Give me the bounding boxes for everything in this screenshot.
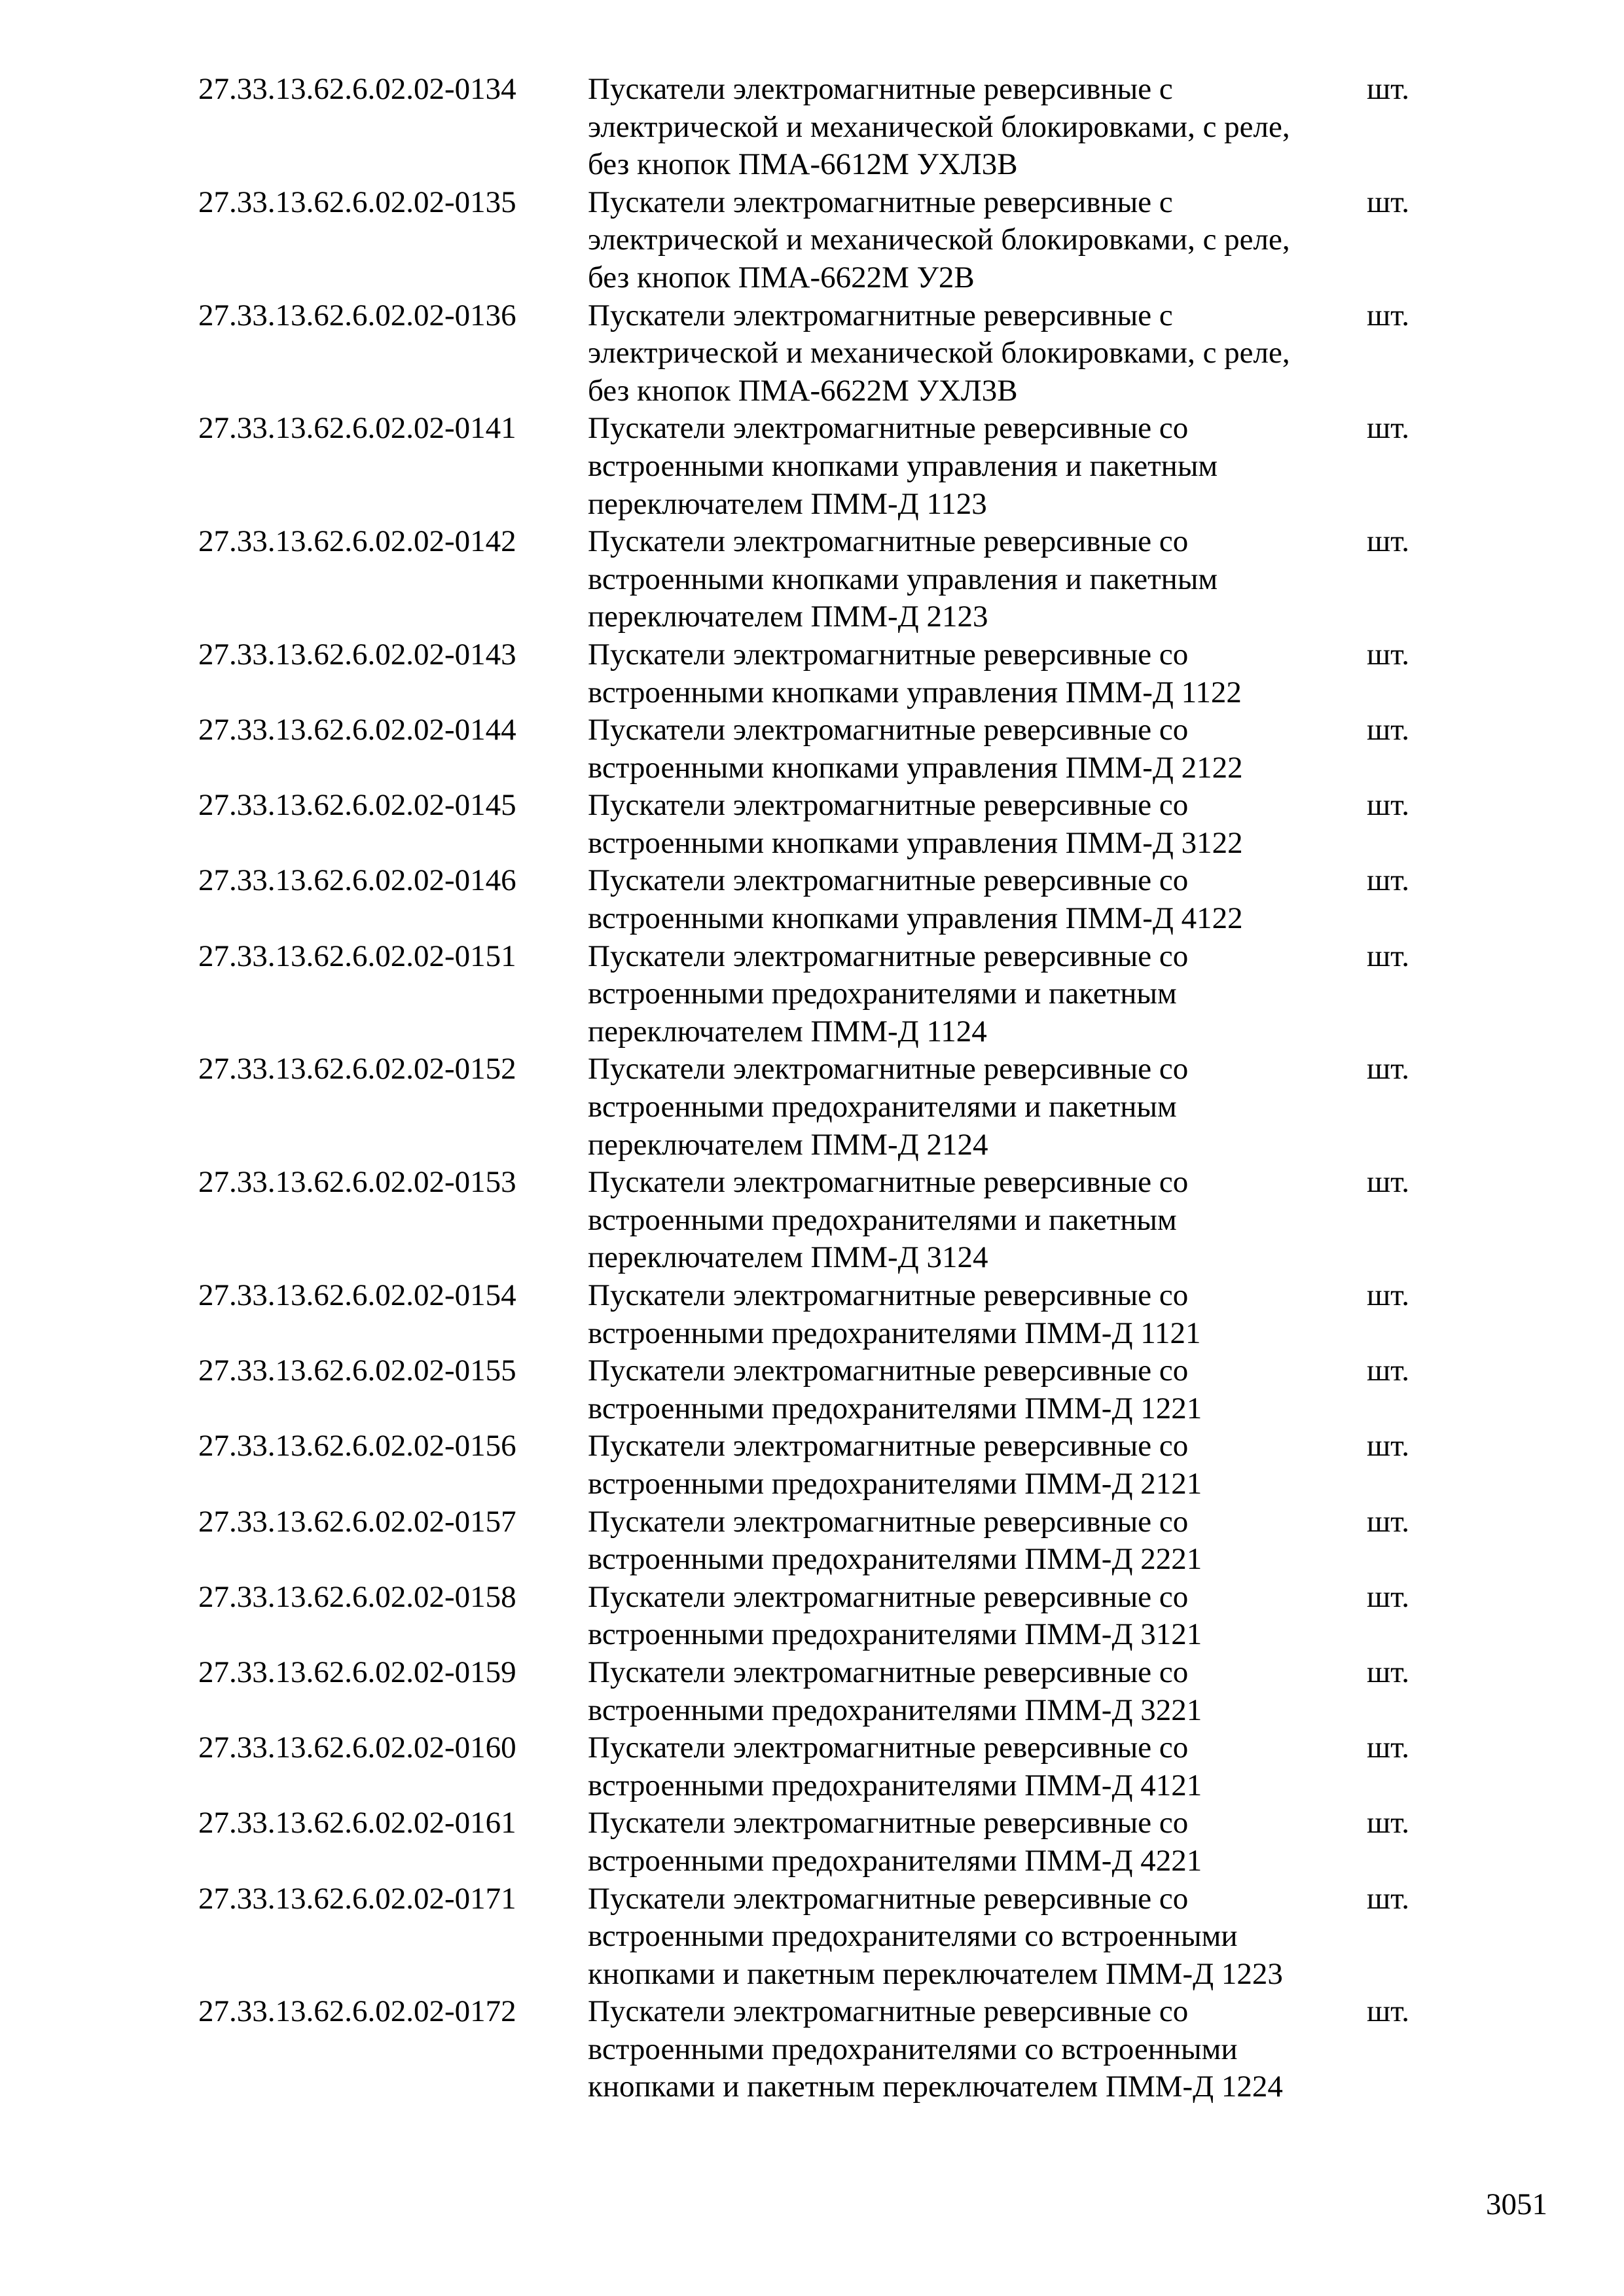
unit-of-measure: шт.: [1367, 72, 1409, 106]
resource-description: [588, 297, 1347, 410]
table-row: [0, 938, 1624, 1051]
resource-description: [588, 1880, 1347, 1994]
resource-code: 27.33.13.62.6.02.02-0151: [198, 939, 516, 973]
unit-of-measure: шт.: [1367, 1655, 1409, 1689]
table-row: [0, 1503, 1624, 1579]
description-line: Пускатели электромагнитные реверсивные с: [588, 72, 1173, 106]
description-line: Пускатели электромагнитные реверсивные со: [588, 939, 1189, 973]
description-line: переключателем ПММ-Д 1123: [588, 486, 987, 521]
resource-description: [588, 1804, 1347, 1880]
resource-code: 27.33.13.62.6.02.02-0171: [198, 1881, 516, 1916]
resource-description: [588, 1579, 1347, 1654]
table-row: [0, 523, 1624, 636]
unit-of-measure: шт.: [1367, 713, 1409, 747]
description-line: Пускатели электромагнитные реверсивные со: [588, 1579, 1189, 1614]
resource-code: 27.33.13.62.6.02.02-0157: [198, 1504, 516, 1539]
resource-code: 27.33.13.62.6.02.02-0136: [198, 298, 516, 332]
description-line: Пускатели электромагнитные реверсивные со: [588, 1881, 1189, 1916]
resource-code: 27.33.13.62.6.02.02-0160: [198, 1731, 516, 1765]
table-row: [0, 1993, 1624, 2106]
description-line: Пускатели электромагнитные реверсивные с: [588, 298, 1173, 332]
table-row: [0, 787, 1624, 862]
unit-of-measure: шт.: [1367, 863, 1409, 898]
description-line: Пускатели электромагнитные реверсивные с: [588, 185, 1173, 219]
resource-code: 27.33.13.62.6.02.02-0143: [198, 637, 516, 672]
description-line: встроенными предохранителями ПММ-Д 1221: [588, 1391, 1202, 1426]
description-line: Пускатели электромагнитные реверсивные со: [588, 1429, 1189, 1463]
table-row: [0, 297, 1624, 410]
resource-description: [588, 862, 1347, 937]
description-line: встроенными предохранителями ПММ-Д 2221: [588, 1542, 1202, 1577]
resource-description: [588, 1352, 1347, 1427]
description-line: без кнопок ПМА-6612М УХЛ3В: [588, 147, 1018, 182]
resource-code: 27.33.13.62.6.02.02-0161: [198, 1806, 516, 1840]
unit-of-measure: шт.: [1367, 637, 1409, 672]
unit-of-measure: шт.: [1367, 1429, 1409, 1463]
resource-description: [588, 71, 1347, 184]
description-line: Пускатели электромагнитные реверсивные со: [588, 788, 1189, 823]
unit-of-measure: шт.: [1367, 1806, 1409, 1840]
description-line: встроенными предохранителями и пакетным: [588, 1090, 1177, 1124]
description-line: Пускатели электромагнитные реверсивные со: [588, 1052, 1189, 1086]
description-line: встроенными кнопками управления ПММ-Д 4122: [588, 901, 1243, 936]
table-row: [0, 636, 1624, 711]
resource-description: [588, 1729, 1347, 1804]
description-line: встроенными кнопками управления ПММ-Д 2122: [588, 750, 1243, 785]
resource-code: 27.33.13.62.6.02.02-0154: [198, 1278, 516, 1312]
table-row: [0, 862, 1624, 937]
description-line: встроенными предохранителями и пакетным: [588, 977, 1177, 1011]
description-line: Пускатели электромагнитные реверсивные со: [588, 1354, 1189, 1388]
resource-description: [588, 1993, 1347, 2106]
resource-description: [588, 787, 1347, 862]
resource-table: [0, 71, 1624, 2106]
unit-of-measure: шт.: [1367, 1354, 1409, 1388]
resource-code: 27.33.13.62.6.02.02-0158: [198, 1579, 516, 1614]
unit-of-measure: шт.: [1367, 1881, 1409, 1916]
resource-description: [588, 938, 1347, 1051]
resource-code: 27.33.13.62.6.02.02-0153: [198, 1165, 516, 1200]
unit-of-measure: шт.: [1367, 1278, 1409, 1312]
resource-code: 27.33.13.62.6.02.02-0156: [198, 1429, 516, 1463]
description-line: встроенными кнопками управления ПММ-Д 1122: [588, 675, 1242, 709]
table-row: [0, 184, 1624, 297]
resource-code: 27.33.13.62.6.02.02-0159: [198, 1655, 516, 1689]
resource-description: [588, 1427, 1347, 1503]
description-line: встроенными предохранителями ПММ-Д 3121: [588, 1617, 1202, 1652]
description-line: встроенными предохранителями ПММ-Д 1121: [588, 1316, 1201, 1350]
resource-code: 27.33.13.62.6.02.02-0141: [198, 411, 516, 446]
description-line: переключателем ПММ-Д 2123: [588, 600, 988, 634]
description-line: встроенными кнопками управления ПММ-Д 3122: [588, 825, 1243, 860]
unit-of-measure: шт.: [1367, 1731, 1409, 1765]
resource-description: [588, 711, 1347, 787]
description-line: Пускатели электромагнитные реверсивные со: [588, 1731, 1189, 1765]
description-line: встроенными предохранителями со встроенными: [588, 2032, 1238, 2066]
resource-code: 27.33.13.62.6.02.02-0145: [198, 788, 516, 823]
resource-description: [588, 1654, 1347, 1729]
unit-of-measure: шт.: [1367, 1579, 1409, 1614]
resource-description: [588, 523, 1347, 636]
table-row: [0, 1880, 1624, 1994]
description-line: Пускатели электромагнитные реверсивные со: [588, 637, 1189, 672]
table-row: [0, 1729, 1624, 1804]
description-line: без кнопок ПМА-6622М У2В: [588, 260, 975, 295]
resource-description: [588, 1164, 1347, 1277]
description-line: Пускатели электромагнитные реверсивные со: [588, 411, 1189, 446]
description-line: Пускатели электромагнитные реверсивные со: [588, 1504, 1189, 1539]
description-line: Пускатели электромагнитные реверсивные со: [588, 863, 1189, 898]
unit-of-measure: шт.: [1367, 1504, 1409, 1539]
unit-of-measure: шт.: [1367, 1052, 1409, 1086]
description-line: Пускатели электромагнитные реверсивные со: [588, 524, 1189, 559]
table-row: [0, 1352, 1624, 1427]
table-row: [0, 71, 1624, 184]
table-row: [0, 1804, 1624, 1880]
description-line: встроенными кнопками управления и пакетным: [588, 562, 1218, 596]
table-row: [0, 410, 1624, 523]
description-line: без кнопок ПМА-6622М УХЛ3В: [588, 373, 1018, 408]
resource-description: [588, 636, 1347, 711]
resource-code: 27.33.13.62.6.02.02-0144: [198, 713, 516, 747]
unit-of-measure: шт.: [1367, 939, 1409, 973]
resource-code: 27.33.13.62.6.02.02-0155: [198, 1354, 516, 1388]
description-line: электрической и механической блокировками, с реле,: [588, 109, 1290, 144]
description-line: Пускатели электромагнитные реверсивные со: [588, 1655, 1189, 1689]
resource-description: [588, 1277, 1347, 1352]
description-line: встроенными предохранителями ПММ-Д 3221: [588, 1693, 1202, 1727]
table-row: [0, 1654, 1624, 1729]
description-line: переключателем ПММ-Д 1124: [588, 1014, 987, 1049]
description-line: встроенными кнопками управления и пакетным: [588, 448, 1218, 483]
table-row: [0, 1579, 1624, 1654]
resource-code: 27.33.13.62.6.02.02-0146: [198, 863, 516, 898]
description-line: Пускатели электромагнитные реверсивные со: [588, 1806, 1189, 1840]
resource-description: [588, 1050, 1347, 1164]
resource-description: [588, 410, 1347, 523]
resource-description: [588, 1503, 1347, 1579]
unit-of-measure: шт.: [1367, 788, 1409, 823]
resource-description: [588, 184, 1347, 297]
description-line: кнопками и пакетным переключателем ПММ-Д 1224: [588, 2070, 1283, 2104]
resource-code: 27.33.13.62.6.02.02-0152: [198, 1052, 516, 1086]
description-line: электрической и механической блокировками, с реле,: [588, 336, 1290, 370]
unit-of-measure: шт.: [1367, 524, 1409, 559]
resource-code: 27.33.13.62.6.02.02-0142: [198, 524, 516, 559]
unit-of-measure: шт.: [1367, 411, 1409, 446]
description-line: кнопками и пакетным переключателем ПММ-Д 1223: [588, 1956, 1283, 1991]
table-row: [0, 711, 1624, 787]
table-row: [0, 1427, 1624, 1503]
unit-of-measure: шт.: [1367, 298, 1409, 332]
table-row: [0, 1164, 1624, 1277]
page-number: 3051: [1486, 2187, 1547, 2221]
description-line: Пускатели электромагнитные реверсивные со: [588, 1165, 1189, 1200]
unit-of-measure: шт.: [1367, 1994, 1409, 2029]
table-row: [0, 1277, 1624, 1352]
description-line: переключателем ПММ-Д 3124: [588, 1240, 988, 1275]
resource-code: 27.33.13.62.6.02.02-0172: [198, 1994, 516, 2029]
resource-code: 27.33.13.62.6.02.02-0135: [198, 185, 516, 219]
table-row: [0, 1050, 1624, 1164]
description-line: встроенными предохранителями ПММ-Д 2121: [588, 1466, 1202, 1501]
description-line: встроенными предохранителями и пакетным: [588, 1202, 1177, 1237]
resource-code: 27.33.13.62.6.02.02-0134: [198, 72, 516, 106]
description-line: Пускатели электромагнитные реверсивные со: [588, 713, 1189, 747]
description-line: электрической и механической блокировками, с реле,: [588, 223, 1290, 257]
description-line: встроенными предохранителями ПММ-Д 4221: [588, 1843, 1202, 1878]
unit-of-measure: шт.: [1367, 1165, 1409, 1200]
description-line: Пускатели электромагнитные реверсивные со: [588, 1278, 1189, 1312]
description-line: переключателем ПММ-Д 2124: [588, 1127, 988, 1162]
description-line: встроенными предохранителями со встроенными: [588, 1919, 1238, 1954]
description-line: встроенными предохранителями ПММ-Д 4121: [588, 1768, 1202, 1803]
description-line: Пускатели электромагнитные реверсивные со: [588, 1994, 1189, 2029]
unit-of-measure: шт.: [1367, 185, 1409, 219]
